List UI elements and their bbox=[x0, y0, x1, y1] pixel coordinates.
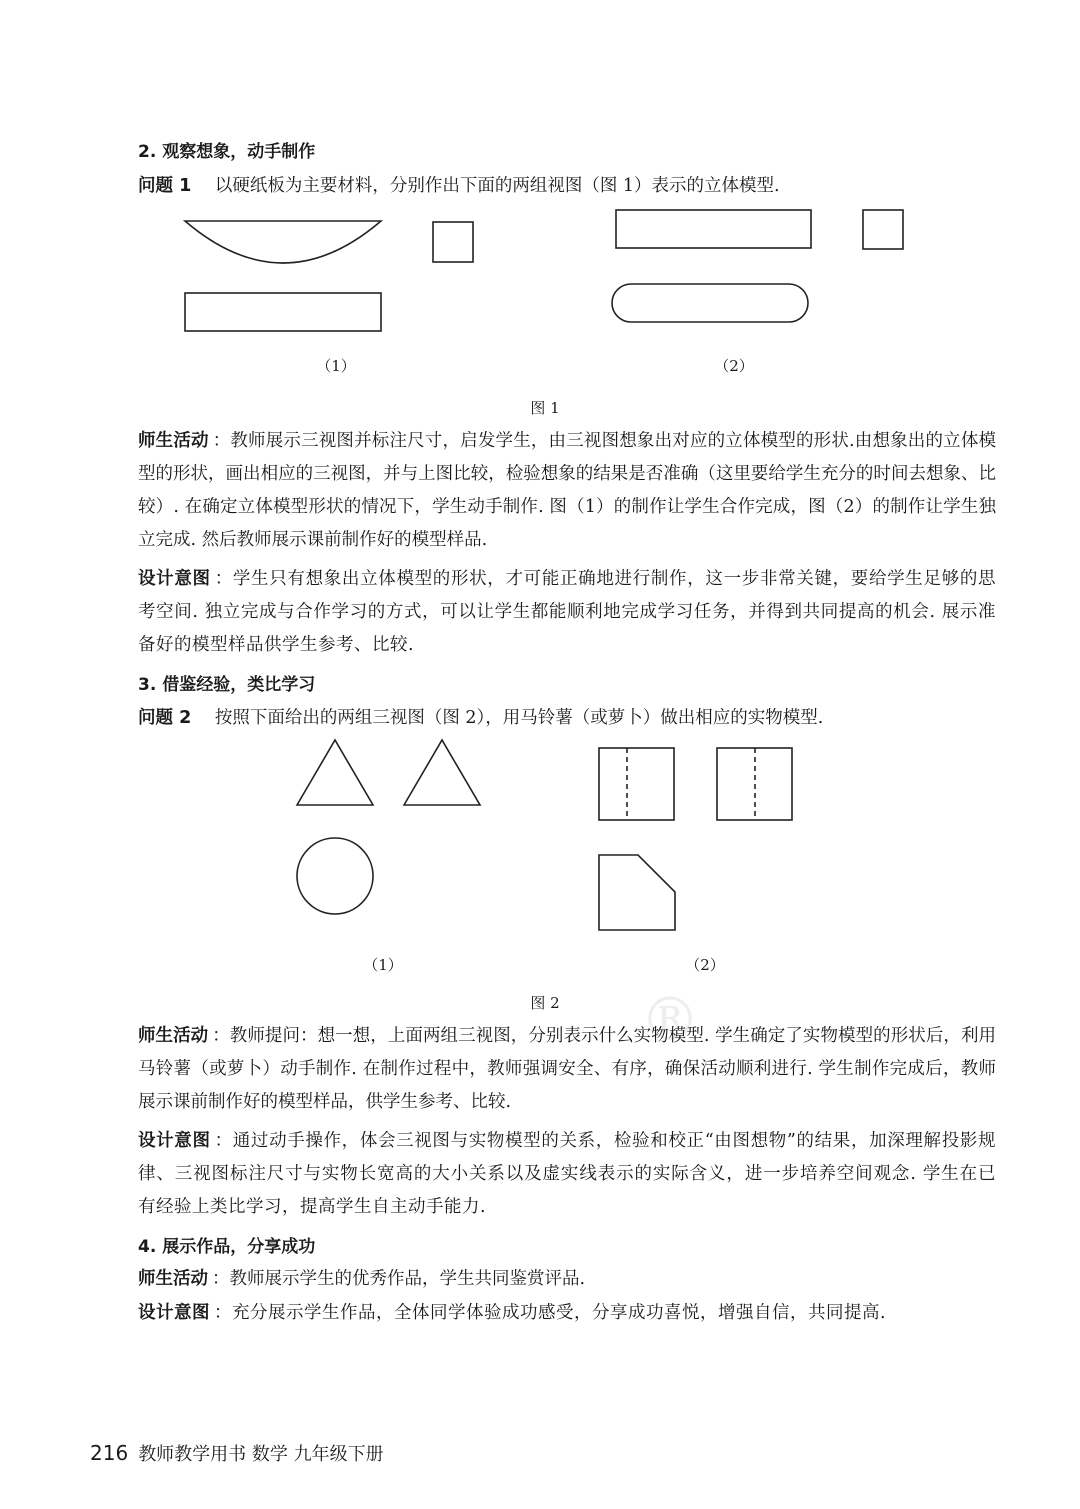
page-footer bbox=[90, 1440, 384, 1466]
section-2-heading: 2. 观察想象，动手制作 bbox=[138, 142, 316, 162]
activity-3-text: ：教师展示学生的优秀作品，学生共同鉴赏评品. bbox=[212, 1269, 586, 1289]
intent-2-label: 设计意图 bbox=[138, 1131, 211, 1151]
circle-top-shape bbox=[297, 838, 373, 914]
figure-2-caption: 图 2 bbox=[530, 994, 560, 1012]
figure-1-sub-1: （1） bbox=[316, 357, 356, 375]
question-1-text: 以硬纸板为主要材料，分别作出下面的两组视图（图 1）表示的立体模型. bbox=[214, 176, 780, 196]
question-2-text: 按照下面给出的两组三视图（图 2），用马铃薯（或萝卜）做出相应的实物模型. bbox=[214, 708, 824, 728]
activity-2-paragraph bbox=[138, 1020, 996, 1119]
figure-1-sub-2: （2） bbox=[714, 357, 754, 375]
activity-3-label: 师生活动 bbox=[138, 1269, 208, 1289]
section-3-heading: 3. 借鉴经验，类比学习 bbox=[138, 675, 316, 695]
watermark: ® bbox=[640, 985, 700, 1055]
activity-3-paragraph bbox=[138, 1263, 996, 1296]
intent-3-label: 设计意图 bbox=[138, 1303, 210, 1323]
activity-1-text: ：教师展示三视图并标注尺寸，启发学生，由三视图想象出对应的立体模型的形状.由想象出的立体模型的形状，画出相应的三视图，并与上图比较，检验想象的结果是否准确（这里要给学生充分的时间去想象、比较）. 在确定立体模型形状的情况下，学生动手制作. 图（1）的制作让学生合作完成，图（2）的制作让学生独立完成. 然后教师展示课前制作好的模型样品. bbox=[138, 431, 996, 550]
activity-2-text: ：教师提问：想一想，上面两组三视图，分别表示什么实物模型. 学生确定了实物模型的形状后，利用马铃薯（或萝卜）动手制作. 在制作过程中，教师强调安全、有序，确保活动顺利进行. 学生制作完成后，教师展示课前制作好的模型样品，供学生参考、比较. bbox=[138, 1026, 997, 1112]
intent-2-paragraph bbox=[138, 1125, 996, 1224]
activity-1-label: 师生活动 bbox=[138, 431, 209, 451]
intent-1-text: ：学生只有想象出立体模型的形状，才可能正确地进行制作，这一步非常关键，要给学生足够的思考空间. 独立完成与合作学习的方式，可以让学生都能顺利地完成学习任务，并得到共同提高的机会. 展示准备好的模型样品供学生参考、比较. bbox=[138, 569, 997, 655]
intent-1-label: 设计意图 bbox=[138, 569, 211, 589]
figure-2-sub-1: （1） bbox=[363, 956, 403, 974]
question-2-label: 问题 2 bbox=[138, 708, 192, 728]
section-4-heading: 4. 展示作品，分享成功 bbox=[138, 1237, 316, 1257]
intent-2-text: ：通过动手操作，体会三视图与实物模型的关系，检验和校正“由图想物”的结果，加深理解投影规律、三视图标注尺寸与实物长宽高的大小关系以及虚实线表示的实际含义，进一步培养空间观念. 学生在已有经验上类比学习，提高学生自主动手能力. bbox=[138, 1131, 997, 1217]
question-1-label: 问题 1 bbox=[138, 176, 192, 196]
intent-3-text: ：充分展示学生作品，全体同学体验成功感受，分享成功喜悦，增强自信，共同提高. bbox=[214, 1303, 887, 1323]
page-number: 216 bbox=[90, 1441, 129, 1465]
figure-2-sub-2: （2） bbox=[685, 956, 725, 974]
triangle-front-shape bbox=[297, 740, 373, 805]
book-title: 教师教学用书 数学 九年级下册 bbox=[138, 1444, 384, 1465]
square-dashed-front-shape bbox=[599, 748, 674, 820]
activity-2-label: 师生活动 bbox=[138, 1026, 209, 1046]
figure-1-caption: 图 1 bbox=[530, 399, 560, 417]
intent-3-paragraph bbox=[138, 1297, 996, 1330]
pentagon-top-shape bbox=[599, 855, 675, 930]
triangle-side-shape bbox=[404, 740, 480, 805]
